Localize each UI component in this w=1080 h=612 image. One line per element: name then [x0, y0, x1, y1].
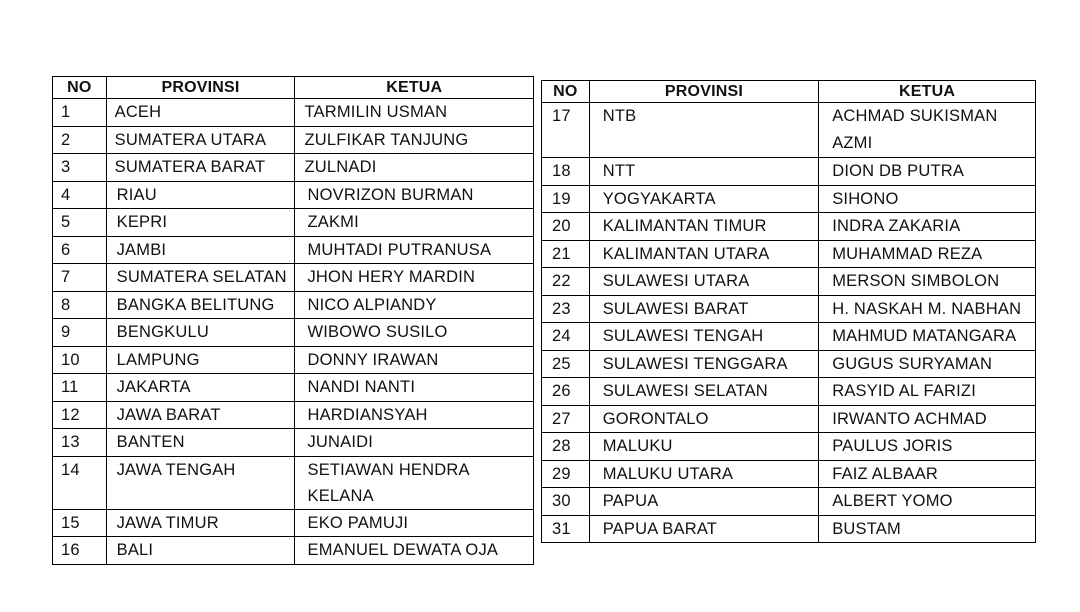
table-row [542, 323, 1036, 351]
cell-ketua: HARDIANSYAH [295, 401, 534, 429]
table-row [542, 213, 1036, 241]
cell-no: 29 [542, 460, 590, 488]
cell-provinsi: BANTEN [106, 429, 295, 457]
cell-no: 12 [53, 401, 107, 429]
cell-no: 1 [53, 99, 107, 127]
table-row [53, 264, 534, 292]
cell-no: 13 [53, 429, 107, 457]
cell-ketua: INDRA ZAKARIA [819, 213, 1036, 241]
ketua-table-left [52, 76, 534, 565]
cell-provinsi: KALIMANTAN TIMUR [589, 213, 819, 241]
cell-no: 17 [542, 103, 590, 158]
table-row [542, 378, 1036, 406]
cell-ketua: SETIAWAN HENDRA KELANA [295, 456, 534, 509]
cell-no: 26 [542, 378, 590, 406]
header-provinsi: PROVINSI [106, 77, 295, 99]
cell-ketua: MAHMUD MATANGARA [819, 323, 1036, 351]
table-row [542, 185, 1036, 213]
cell-ketua: GUGUS SURYAMAN [819, 350, 1036, 378]
cell-no: 31 [542, 515, 590, 543]
cell-no: 2 [53, 126, 107, 154]
table-row [542, 103, 1036, 158]
cell-provinsi: KALIMANTAN UTARA [589, 240, 819, 268]
table-row [542, 433, 1036, 461]
table-row [53, 429, 534, 457]
cell-ketua: TARMILIN USMAN [295, 99, 534, 127]
table-row [53, 456, 534, 509]
cell-provinsi: JAWA TENGAH [106, 456, 295, 509]
cell-ketua: NOVRIZON BURMAN [295, 181, 534, 209]
cell-no: 28 [542, 433, 590, 461]
cell-ketua: NICO ALPIANDY [295, 291, 534, 319]
cell-no: 27 [542, 405, 590, 433]
header-no: NO [53, 77, 107, 99]
cell-provinsi: KEPRI [106, 209, 295, 237]
cell-no: 15 [53, 509, 107, 537]
cell-no: 22 [542, 268, 590, 296]
table-row [53, 319, 534, 347]
table-row [53, 99, 534, 127]
cell-ketua: JHON HERY MARDIN [295, 264, 534, 292]
cell-no: 19 [542, 185, 590, 213]
cell-provinsi: JAWA BARAT [106, 401, 295, 429]
table-row [542, 405, 1036, 433]
table-row [53, 346, 534, 374]
cell-provinsi: MALUKU UTARA [589, 460, 819, 488]
cell-provinsi: ACEH [106, 99, 295, 127]
table-row [542, 350, 1036, 378]
cell-ketua: JUNAIDI [295, 429, 534, 457]
cell-ketua: MUHTADI PUTRANUSA [295, 236, 534, 264]
cell-provinsi: NTT [589, 158, 819, 186]
cell-ketua: DONNY IRAWAN [295, 346, 534, 374]
cell-no: 5 [53, 209, 107, 237]
table-row [53, 537, 534, 565]
cell-no: 11 [53, 374, 107, 402]
header-ketua: KETUA [295, 77, 534, 99]
table-row [53, 209, 534, 237]
table-row [53, 181, 534, 209]
table-row [542, 488, 1036, 516]
cell-no: 23 [542, 295, 590, 323]
cell-provinsi: PAPUA BARAT [589, 515, 819, 543]
cell-provinsi: SULAWESI SELATAN [589, 378, 819, 406]
cell-provinsi: MALUKU [589, 433, 819, 461]
table-row [53, 236, 534, 264]
cell-provinsi: BENGKULU [106, 319, 295, 347]
table-row [53, 374, 534, 402]
ketua-table-right [541, 80, 1036, 543]
cell-ketua: NANDI NANTI [295, 374, 534, 402]
cell-provinsi: SUMATERA BARAT [106, 154, 295, 182]
table-row [53, 291, 534, 319]
cell-no: 30 [542, 488, 590, 516]
cell-ketua: ZAKMI [295, 209, 534, 237]
table-row [542, 460, 1036, 488]
cell-no: 6 [53, 236, 107, 264]
header-provinsi: PROVINSI [589, 81, 819, 103]
header-row [542, 81, 1036, 103]
cell-no: 24 [542, 323, 590, 351]
cell-provinsi: BANGKA BELITUNG [106, 291, 295, 319]
cell-no: 10 [53, 346, 107, 374]
cell-ketua: FAIZ ALBAAR [819, 460, 1036, 488]
cell-ketua: DION DB PUTRA [819, 158, 1036, 186]
table-row [53, 509, 534, 537]
cell-no: 25 [542, 350, 590, 378]
cell-ketua: RASYID AL FARIZI [819, 378, 1036, 406]
header-row [53, 77, 534, 99]
cell-ketua: IRWANTO ACHMAD [819, 405, 1036, 433]
cell-provinsi: RIAU [106, 181, 295, 209]
cell-ketua: ZULNADI [295, 154, 534, 182]
cell-ketua: H. NASKAH M. NABHAN [819, 295, 1036, 323]
header-no: NO [542, 81, 590, 103]
cell-provinsi: LAMPUNG [106, 346, 295, 374]
table-row [542, 240, 1036, 268]
cell-ketua: MUHAMMAD REZA [819, 240, 1036, 268]
cell-provinsi: SUMATERA SELATAN [106, 264, 295, 292]
cell-provinsi: BALI [106, 537, 295, 565]
cell-provinsi: JAWA TIMUR [106, 509, 295, 537]
table-row [542, 295, 1036, 323]
cell-provinsi: PAPUA [589, 488, 819, 516]
cell-ketua: ALBERT YOMO [819, 488, 1036, 516]
cell-no: 18 [542, 158, 590, 186]
cell-no: 16 [53, 537, 107, 565]
cell-provinsi: GORONTALO [589, 405, 819, 433]
header-ketua: KETUA [819, 81, 1036, 103]
cell-ketua: ZULFIKAR TANJUNG [295, 126, 534, 154]
cell-ketua: BUSTAM [819, 515, 1036, 543]
cell-no: 4 [53, 181, 107, 209]
table-row [53, 154, 534, 182]
cell-no: 14 [53, 456, 107, 509]
table-row [53, 126, 534, 154]
cell-no: 9 [53, 319, 107, 347]
cell-provinsi: YOGYAKARTA [589, 185, 819, 213]
cell-ketua: EKO PAMUJI [295, 509, 534, 537]
cell-no: 3 [53, 154, 107, 182]
cell-provinsi: JAMBI [106, 236, 295, 264]
cell-ketua: SIHONO [819, 185, 1036, 213]
cell-provinsi: NTB [589, 103, 819, 158]
cell-ketua: MERSON SIMBOLON [819, 268, 1036, 296]
cell-no: 7 [53, 264, 107, 292]
cell-ketua: EMANUEL DEWATA OJA [295, 537, 534, 565]
cell-provinsi: SULAWESI TENGGARA [589, 350, 819, 378]
cell-provinsi: SULAWESI BARAT [589, 295, 819, 323]
cell-provinsi: SULAWESI TENGAH [589, 323, 819, 351]
cell-no: 20 [542, 213, 590, 241]
cell-provinsi: SUMATERA UTARA [106, 126, 295, 154]
table-row [542, 268, 1036, 296]
table-row [542, 515, 1036, 543]
cell-ketua: PAULUS JORIS [819, 433, 1036, 461]
cell-no: 8 [53, 291, 107, 319]
cell-no: 21 [542, 240, 590, 268]
cell-ketua: ACHMAD SUKISMAN AZMI [819, 103, 1036, 158]
table-row [542, 158, 1036, 186]
cell-ketua: WIBOWO SUSILO [295, 319, 534, 347]
cell-provinsi: JAKARTA [106, 374, 295, 402]
cell-provinsi: SULAWESI UTARA [589, 268, 819, 296]
table-row [53, 401, 534, 429]
